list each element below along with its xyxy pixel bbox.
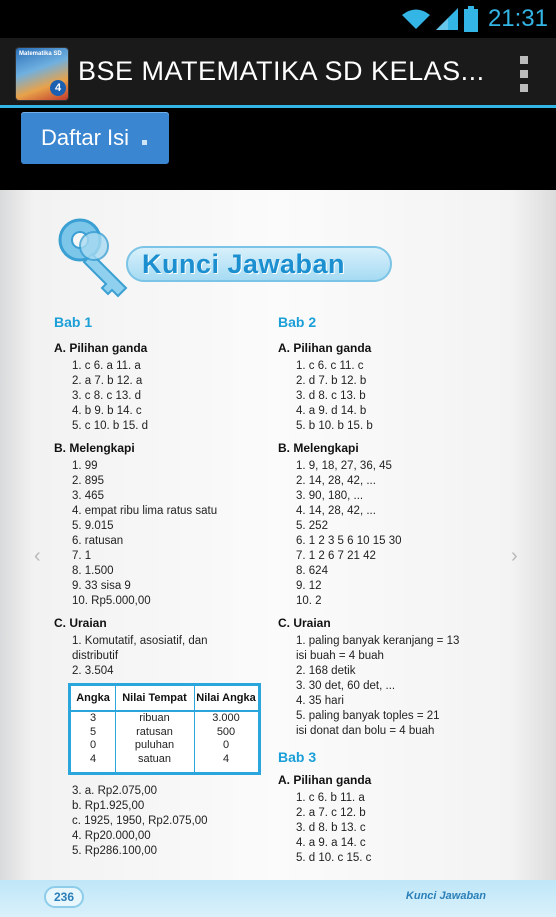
list-item: 4. a 9. d 14. b — [296, 405, 367, 417]
list-item: 5. paling banyak toples = 21 — [296, 710, 440, 722]
table-cell: 4 — [89, 752, 97, 765]
list-item: 2. a 7. b 12. a — [72, 375, 143, 387]
list-item: 10. Rp5.000,00 — [72, 595, 151, 607]
list-item: 1. Komutatif, asosiatif, dan — [72, 635, 208, 647]
list-item: 5. d 10. c 15. c — [296, 852, 372, 864]
table-cell: ratusan — [136, 725, 173, 738]
bab1-pilihan-ganda-label: A. Pilihan ganda — [54, 341, 148, 355]
app-icon-badge: 4 — [50, 80, 66, 96]
table-cell: satuan — [137, 752, 172, 765]
table-header-cell: Angka — [76, 692, 110, 704]
list-item: 2. 14, 28, 42, ... — [296, 475, 376, 487]
book-page[interactable] — [0, 190, 556, 917]
list-item: 5. b 10. b 15. b — [296, 420, 373, 432]
app-icon-text: Matematika SD — [19, 51, 62, 57]
list-item: 5. Rp286.100,00 — [72, 845, 158, 857]
list-item: 5. c 10. b 15. d — [72, 420, 149, 432]
table-cell: 4 — [222, 752, 230, 765]
clock: 21:31 — [487, 5, 548, 32]
table-cell: 3.000 — [212, 712, 240, 724]
toc-button-label: Daftar Isi — [41, 125, 130, 150]
list-item: 3. 30 det, 60 det, ... — [296, 680, 396, 692]
table-row — [71, 726, 258, 740]
table-cell: ribuan — [139, 712, 170, 724]
list-item: 5. 252 — [296, 520, 328, 532]
list-item: 4. 35 hari — [296, 695, 344, 707]
footer-label: Kunci Jawaban — [405, 890, 486, 902]
list-item: 3. 465 — [72, 490, 104, 502]
list-item: 2. d 7. b 12. b — [296, 375, 367, 387]
app-icon[interactable] — [16, 48, 68, 100]
bab1-melengkapi-label: B. Melengkapi — [54, 441, 135, 455]
list-item: isi donat dan bolu = 4 buah — [296, 725, 435, 737]
list-item: 6. ratusan — [72, 535, 124, 547]
list-item: 3. 90, 180, ... — [296, 490, 364, 502]
list-item: 5. 9.015 — [72, 520, 114, 532]
battery-icon — [464, 6, 478, 32]
table-body — [71, 712, 258, 766]
list-item: 4. 14, 28, 42, ... — [296, 505, 376, 517]
list-item: 1. c 6. c 11. c — [296, 360, 364, 372]
bab2-melengkapi-label: B. Melengkapi — [278, 441, 359, 455]
table-row — [71, 753, 258, 767]
table-cell: 3 — [89, 712, 97, 724]
list-item: 1. paling banyak keranjang = 13 — [296, 635, 460, 647]
list-item: 1. c 6. a 11. a — [72, 360, 141, 372]
list-item: 10. 2 — [296, 595, 322, 607]
bab2-uraian-label: C. Uraian — [278, 616, 331, 630]
page-number: 236 — [44, 886, 84, 908]
bab1-uraian-label: C. Uraian — [54, 616, 107, 630]
table-header-cell: Nilai Angka — [196, 692, 256, 704]
list-item: 2. 895 — [72, 475, 104, 487]
list-item: 1. 9, 18, 27, 36, 45 — [296, 460, 392, 472]
table-header-cell: Nilai Tempat — [122, 692, 187, 704]
wifi-icon — [402, 8, 430, 30]
list-item: 3. d 8. b 13. c — [296, 822, 366, 834]
bab2-title: Bab 2 — [278, 314, 317, 330]
list-item: 7. 1 — [72, 550, 92, 562]
toolbar — [0, 108, 556, 190]
list-item: b. Rp1.925,00 — [72, 800, 145, 812]
list-item: 8. 624 — [296, 565, 328, 577]
bab3-title: Bab 3 — [278, 749, 317, 765]
list-item: 3. d 8. c 13. b — [296, 390, 366, 402]
dropdown-icon — [142, 140, 147, 145]
list-item: 1. c 6. b 11. a — [296, 792, 365, 804]
next-page-icon[interactable]: › — [511, 545, 518, 567]
list-item: 6. 1 2 3 5 6 10 15 30 — [296, 535, 402, 547]
table-cell: 0 — [222, 739, 230, 751]
list-item: 2. 3.504 — [72, 665, 114, 677]
table-cell: puluhan — [134, 739, 175, 751]
table-cell: 5 — [89, 725, 97, 738]
list-item: 4. empat ribu lima ratus satu — [72, 505, 218, 517]
table-row — [71, 739, 258, 753]
table-cell: 0 — [89, 739, 97, 751]
list-item: 3. a. Rp2.075,00 — [72, 785, 158, 797]
status-icons — [402, 4, 548, 34]
table-row — [71, 712, 258, 726]
table-header — [71, 686, 258, 712]
prev-page-icon[interactable]: ‹ — [34, 545, 41, 567]
list-item: 2. 168 detik — [296, 665, 356, 677]
nilai-tempat-table — [68, 683, 261, 775]
list-item: 3. c 8. c 13. d — [72, 390, 142, 402]
list-item: 2. a 7. c 12. b — [296, 807, 366, 819]
list-item: 9. 33 sisa 9 — [72, 580, 131, 592]
list-item: 8. 1.500 — [72, 565, 114, 577]
app-title: BSE MATEMATIKA SD KELAS... — [78, 56, 485, 86]
page-title: Kunci Jawaban — [142, 249, 346, 279]
list-item: isi buah = 4 buah — [296, 650, 384, 662]
list-item: 4. a 9. a 14. c — [296, 837, 366, 849]
list-item: distributif — [72, 650, 119, 662]
list-item: 1. 99 — [72, 460, 98, 472]
signal-icon — [436, 8, 458, 30]
bab1-title: Bab 1 — [54, 314, 93, 330]
list-item: c. 1925, 1950, Rp2.075,00 — [72, 815, 208, 827]
toc-button[interactable] — [21, 112, 169, 164]
list-item: 7. 1 2 6 7 21 42 — [296, 550, 376, 562]
list-item: 4. Rp20.000,00 — [72, 830, 151, 842]
list-item: 4. b 9. b 14. c — [72, 405, 142, 417]
list-item: 9. 12 — [296, 580, 322, 592]
overflow-menu-icon[interactable] — [520, 56, 528, 92]
status-bar — [0, 0, 556, 38]
bab2-pilihan-ganda-label: A. Pilihan ganda — [278, 341, 372, 355]
bab3-pilihan-ganda-label: A. Pilihan ganda — [278, 773, 372, 787]
action-bar — [0, 38, 556, 108]
table-cell: 500 — [216, 725, 236, 738]
